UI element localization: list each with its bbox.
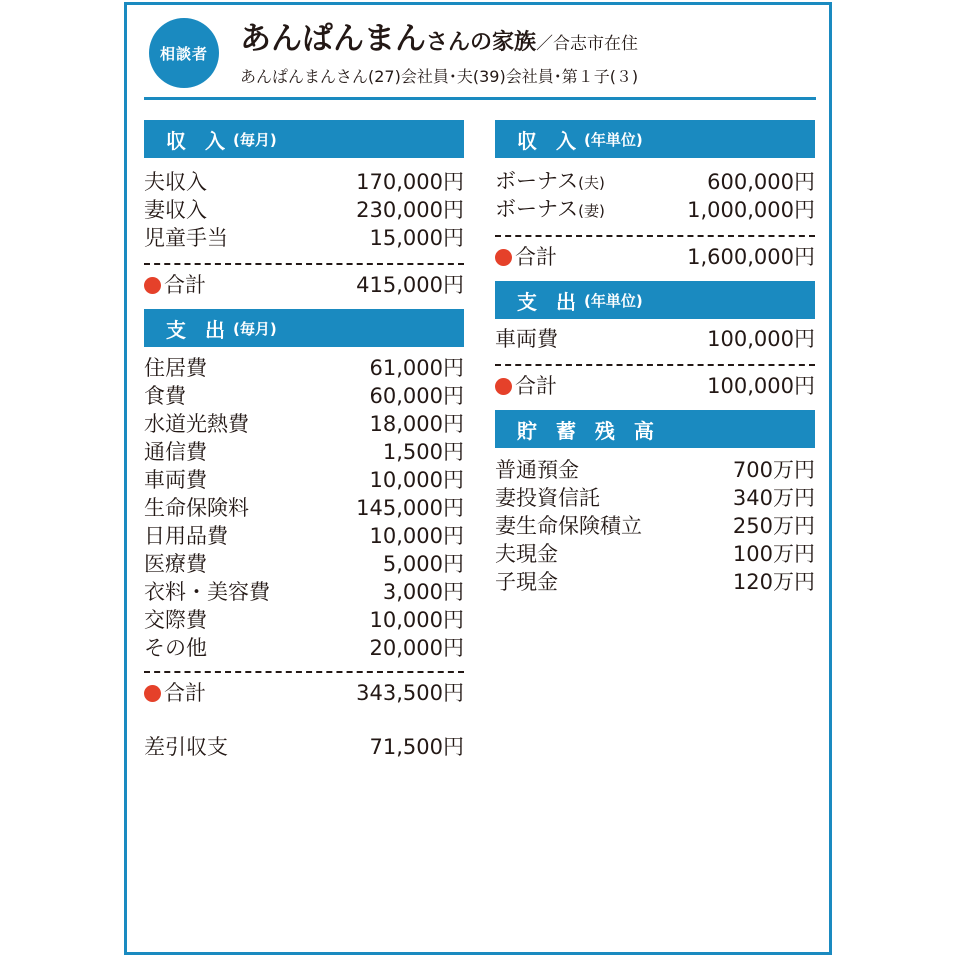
consultant-badge: 相談者: [149, 18, 219, 88]
total-dot-icon: [144, 685, 161, 702]
item-label: 日用品費: [144, 524, 228, 548]
list-item: [144, 466, 464, 494]
page-title: [240, 21, 639, 57]
item-label: ボーナス: [495, 197, 579, 221]
item-label: 妻生命保険積立: [495, 514, 642, 538]
total-row: [144, 679, 464, 707]
dashed-divider: [144, 671, 464, 673]
balance-value: 71,500円: [369, 735, 464, 759]
item-value: 145,000円: [356, 496, 464, 520]
total-value: 415,000円: [356, 273, 464, 297]
balance-label: 差引収支: [144, 735, 228, 759]
item-label: 衣料・美容費: [144, 580, 270, 604]
list-item: [144, 550, 464, 578]
item-value: 5,000円: [382, 552, 464, 576]
family-subtitle: あんぱんまんさん(27)会社員･夫(39)会社員･第１子(３): [240, 67, 639, 86]
total-row: [495, 243, 815, 271]
item-value: 60,000円: [369, 384, 464, 408]
item-value: 20,000円: [369, 636, 464, 660]
item-value: 170,000円: [356, 170, 464, 194]
list-item: [144, 410, 464, 438]
section-title: 貯 蓄 残 高: [517, 418, 660, 443]
list-item: [495, 325, 815, 353]
section-unit: (毎月): [232, 130, 277, 149]
family-name-suffix: さんの家族: [426, 30, 537, 55]
annual-expense-header: [495, 281, 815, 319]
item-value: 18,000円: [369, 412, 464, 436]
item-label: 住居費: [144, 356, 207, 380]
item-label: 食費: [144, 384, 186, 408]
list-item: [144, 168, 464, 196]
item-label: 妻投資信託: [495, 486, 600, 510]
item-value: 10,000円: [369, 524, 464, 548]
item-label: 通信費: [144, 440, 207, 464]
list-item: [144, 606, 464, 634]
list-item: [495, 512, 815, 540]
item-label: 車両費: [495, 327, 558, 351]
list-item: [144, 494, 464, 522]
item-label: 夫現金: [495, 542, 558, 566]
total-row: [144, 271, 464, 299]
item-label: 医療費: [144, 552, 207, 576]
item-label: 児童手当: [144, 226, 228, 250]
section-title: 収 入: [166, 128, 231, 153]
item-value: 1,000,000円: [687, 198, 815, 222]
list-item: [495, 196, 815, 224]
monthly-income-section: [144, 120, 464, 299]
item-value: 10,000円: [369, 468, 464, 492]
item-value: 120万円: [732, 570, 815, 594]
list-item: [144, 196, 464, 224]
savings-section: [495, 410, 815, 596]
item-label: ボーナス: [495, 169, 579, 193]
monthly-income-header: [144, 120, 464, 158]
total-value: 100,000円: [707, 374, 815, 398]
annual-income-section: [495, 120, 815, 271]
section-unit: (年単位): [583, 291, 643, 310]
total-label: 合計: [515, 245, 557, 269]
item-value: 15,000円: [369, 226, 464, 250]
item-label: 妻収入: [144, 198, 207, 222]
total-row: [495, 372, 815, 400]
family-name: あんぱんまん: [240, 21, 426, 57]
item-label: 普通預金: [495, 458, 579, 482]
item-label: 交際費: [144, 608, 207, 632]
item-label: 水道光熱費: [144, 412, 249, 436]
item-value: 100万円: [732, 542, 815, 566]
section-title: 支 出: [517, 289, 582, 314]
total-value: 343,500円: [356, 681, 464, 705]
item-value: 700万円: [732, 458, 815, 482]
list-item: [144, 522, 464, 550]
item-value: 3,000円: [382, 580, 464, 604]
location: ／合志市在住: [536, 34, 639, 54]
item-label: 夫収入: [144, 170, 207, 194]
total-value: 1,600,000円: [687, 245, 815, 269]
item-value: 1,500円: [382, 440, 464, 464]
list-item: [495, 456, 815, 484]
list-item: [144, 354, 464, 382]
item-value: 230,000円: [356, 198, 464, 222]
list-item: [144, 578, 464, 606]
list-item: [495, 568, 815, 596]
total-label: 合計: [164, 681, 206, 705]
list-item: [495, 540, 815, 568]
item-label: 生命保険料: [144, 496, 249, 520]
list-item: [144, 634, 464, 662]
list-item: [144, 382, 464, 410]
item-value: 61,000円: [369, 356, 464, 380]
item-value: 340万円: [732, 486, 815, 510]
total-dot-icon: [495, 378, 512, 395]
item-label-note: (夫): [578, 174, 605, 192]
list-item: [144, 224, 464, 252]
total-label: 合計: [515, 374, 557, 398]
dashed-divider: [144, 263, 464, 265]
total-dot-icon: [495, 249, 512, 266]
dashed-divider: [495, 364, 815, 366]
item-label: その他: [144, 636, 207, 660]
monthly-expense-section: [144, 309, 464, 761]
section-unit: (毎月): [232, 319, 277, 338]
item-value: 100,000円: [707, 327, 815, 351]
savings-header: [495, 410, 815, 448]
dashed-divider: [495, 235, 815, 237]
item-label: 車両費: [144, 468, 207, 492]
item-label-note: (妻): [578, 202, 605, 220]
item-label: 子現金: [495, 570, 558, 594]
balance-row: [144, 733, 464, 761]
annual-income-header: [495, 120, 815, 158]
item-value: 250万円: [732, 514, 815, 538]
item-value: 10,000円: [369, 608, 464, 632]
list-item: [495, 168, 815, 196]
annual-expense-section: [495, 281, 815, 400]
item-value: 600,000円: [707, 170, 815, 194]
list-item: [144, 438, 464, 466]
section-title: 収 入: [517, 128, 582, 153]
title-divider: [144, 97, 816, 100]
section-title: 支 出: [166, 317, 231, 342]
monthly-expense-header: [144, 309, 464, 347]
total-label: 合計: [164, 273, 206, 297]
list-item: [495, 484, 815, 512]
total-dot-icon: [144, 277, 161, 294]
section-unit: (年単位): [583, 130, 643, 149]
